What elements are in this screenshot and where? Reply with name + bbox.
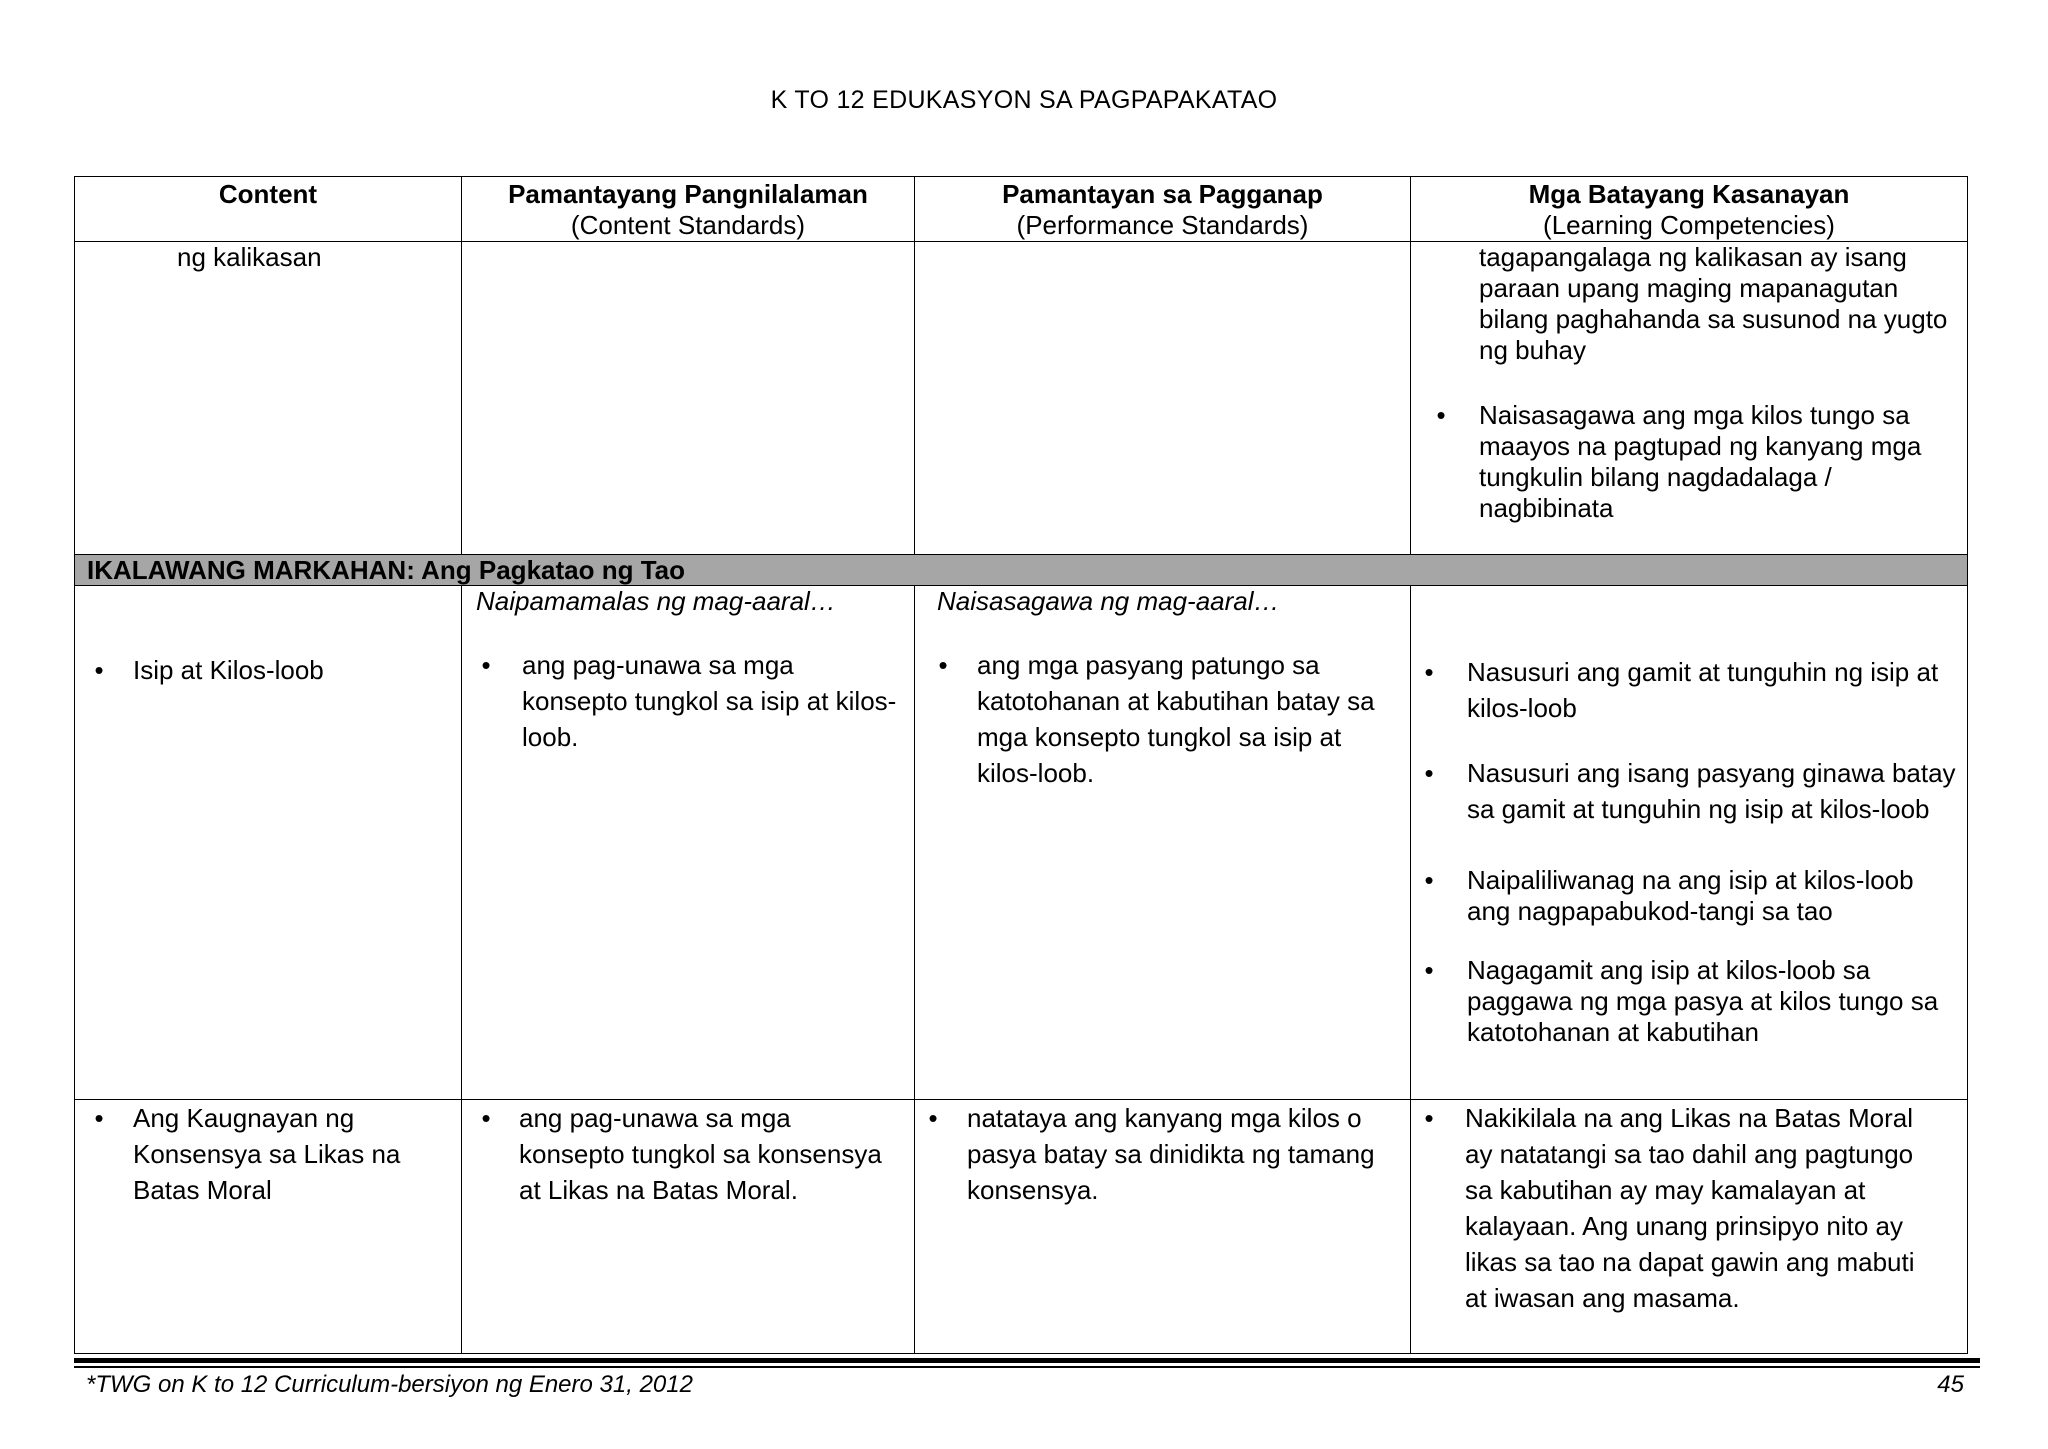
content-list	[75, 655, 461, 686]
competency-list	[1411, 1100, 1967, 1316]
list-item	[1411, 400, 1953, 524]
cell-performance-standard	[915, 586, 1411, 1100]
column-subtitle: (Content Standards)	[570, 210, 806, 240]
cell-content-standard	[462, 1100, 915, 1354]
footer-rule	[74, 1358, 1980, 1363]
standards-intro: Naipamamalas ng mag-aaral…	[476, 586, 836, 616]
column-header-performance-standards	[915, 177, 1411, 242]
quarter-heading: IKALAWANG MARKAHAN: Ang Pagkatao ng Tao	[75, 555, 1968, 586]
performance-text: natataya ang kanyang mga kilos o pasya batay sa dinidikta ng tamang konsensya.	[967, 1103, 1375, 1205]
bullet-icon: •	[94, 655, 104, 685]
performance-list	[915, 647, 1410, 791]
bullet-icon: •	[1424, 955, 1434, 985]
cell-content	[75, 586, 462, 1100]
bullet-icon: •	[1424, 865, 1434, 895]
page-number: 45	[1937, 1371, 1964, 1398]
content-continued-text: ng kalikasan	[177, 242, 322, 272]
performance-intro: Naisasagawa ng mag-aaral…	[937, 586, 1280, 616]
standard-list	[462, 1100, 914, 1208]
list-item	[915, 1100, 1398, 1208]
list-item	[1411, 865, 1957, 927]
column-title: Pamantayan sa Pagganap	[1002, 179, 1323, 209]
cell-performance-standard	[915, 242, 1411, 555]
standard-text: ang pag-unawa sa mga konsepto tungkol sa isip at kilos-loob.	[522, 650, 897, 752]
cell-content-standard	[462, 586, 915, 1100]
bullet-icon: •	[1424, 1103, 1434, 1133]
bullet-icon: •	[1436, 400, 1446, 430]
list-item	[1411, 955, 1957, 1048]
cell-content	[75, 242, 462, 555]
cell-competencies	[1411, 242, 1968, 555]
table-row-konsensya	[75, 1100, 1968, 1354]
list-item	[462, 1100, 902, 1208]
column-subtitle: (Learning Competencies)	[1543, 210, 1835, 240]
cell-competencies	[1411, 586, 1968, 1100]
competency-text: Nasusuri ang gamit at tunguhin ng isip at kilos-loob	[1467, 657, 1939, 723]
column-header-learning-competencies	[1411, 177, 1968, 242]
competency-text: Nakikilala na ang Likas na Batas Moral ay natatangi sa tao dahil ang pagtungo sa kabutihan ay may kamalayan at kalayaan. Ang unang prinsipyo nito ay likas sa tao na dapat gawin ang mabuti at iwasan ang masama.	[1465, 1103, 1915, 1313]
competency-list	[1411, 400, 1967, 524]
footer-rule-thin	[74, 1366, 1980, 1368]
cell-content	[75, 1100, 462, 1354]
content-text: Ang Kaugnayan ng Konsensya sa Likas na Batas Moral	[133, 1103, 401, 1205]
bullet-icon: •	[481, 650, 491, 680]
quarter-heading-row	[75, 555, 1968, 586]
column-header-content-standards	[462, 177, 915, 242]
performance-list	[915, 1100, 1410, 1208]
competency-text: Nasusuri ang isang pasyang ginawa batay sa gamit at tunguhin ng isip at kilos-loob	[1467, 758, 1956, 824]
table-row-continued	[75, 242, 1968, 555]
cell-content-standard	[462, 242, 915, 555]
list-item	[462, 647, 902, 755]
table-row-isip	[75, 586, 1968, 1100]
list-item	[1411, 1100, 1937, 1316]
bullet-icon: •	[94, 1103, 104, 1133]
bullet-icon: •	[1424, 657, 1434, 687]
page-header-title: K TO 12 EDUKASYON SA PAGPAPAKATAO	[770, 86, 1278, 114]
competency-continued-text: tagapangalaga ng kalikasan ay isang paraan upang maging mapanagutan bilang paghahanda sa susunod na yugto ng buhay	[1479, 242, 1948, 365]
bullet-icon: •	[1424, 758, 1434, 788]
standard-list	[462, 647, 914, 755]
performance-text: ang mga pasyang patungo sa katotohanan at kabutihan batay sa mga konsepto tungkol sa isip at kilos-loob.	[977, 650, 1375, 788]
bullet-icon: •	[938, 650, 948, 680]
list-item	[1411, 755, 1957, 827]
competency-text: Naipaliliwanag na ang isip at kilos-loob ang nagpapabukod-tangi sa tao	[1467, 865, 1914, 926]
column-header-content	[75, 177, 462, 242]
standard-text: ang pag-unawa sa mga konsepto tungkol sa konsensya at Likas na Batas Moral.	[519, 1103, 882, 1205]
content-list	[75, 1100, 461, 1208]
list-item	[915, 647, 1398, 791]
footer-note: *TWG on K to 12 Curriculum-bersiyon ng Enero 31, 2012	[86, 1371, 693, 1398]
list-item	[75, 655, 461, 686]
column-title: Content	[218, 179, 318, 209]
competency-text: Nagagamit ang isip at kilos-loob sa paggawa ng mga pasya at kilos tungo sa katotohanan at kabutihan	[1467, 955, 1939, 1047]
table-header-row	[75, 177, 1968, 242]
list-item	[1411, 654, 1957, 726]
bullet-icon: •	[481, 1103, 491, 1133]
competency-list	[1411, 654, 1967, 1048]
column-subtitle: (Performance Standards)	[1016, 210, 1309, 240]
curriculum-table	[74, 176, 1968, 1354]
content-text: Isip at Kilos-loob	[133, 655, 324, 685]
competency-text: Naisasagawa ang mga kilos tungo sa maayos na pagtupad ng kanyang mga tungkulin bilang nagdadalaga / nagbibinata	[1479, 400, 1922, 523]
bullet-icon: •	[928, 1103, 938, 1133]
cell-competencies	[1411, 1100, 1968, 1354]
column-title: Mga Batayang Kasanayan	[1528, 179, 1850, 209]
cell-performance-standard	[915, 1100, 1411, 1354]
column-title: Pamantayang Pangnilalaman	[508, 179, 868, 209]
list-item	[75, 1100, 431, 1208]
